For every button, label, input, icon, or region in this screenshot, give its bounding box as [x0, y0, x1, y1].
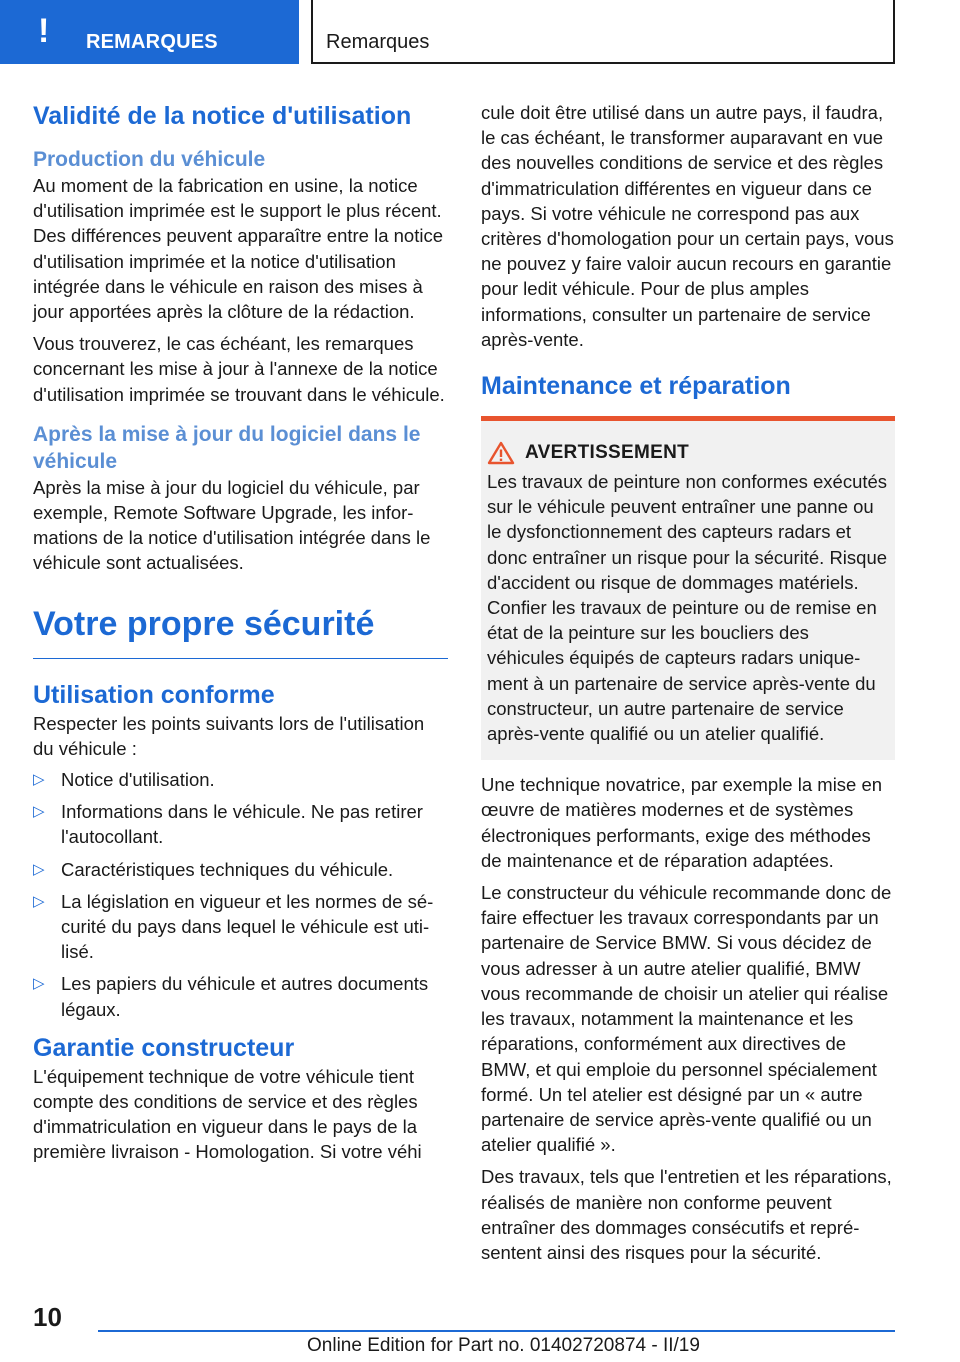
- list-item: ▷ Informations dans le véhicule. Ne pas retirer l'autocollant.: [33, 801, 423, 848]
- header-divider-left: [311, 0, 313, 64]
- page-number: 10: [33, 1302, 62, 1332]
- paragraph-intended-use: Respecter les points suivants lors de l'utilisation du véhicule :: [33, 712, 425, 759]
- triangle-bullet-icon: ▷: [33, 975, 45, 993]
- warning-text: Les travaux de peinture non conformes exécutés sur le véhicule peuvent entraîner une panne ou le dysfonctionnement des capteurs radars et donc entraîner un risque pour la sécurité. Risque d'accident ou risque de dommages matériels. Confier les travaux de peinture ou de remise en état de la peinture sur les boucliers des véhicules équipés de capteurs radars uniquement à un partenaire de service après-vente du constructeur, un autre partenaire de service après-vente qualifié ou un atelier qualifié.: [487, 471, 888, 745]
- list-item: ▷ Caractéristiques techniques du véhicule.: [33, 857, 448, 882]
- warning-triangle-icon: [487, 441, 515, 465]
- triangle-bullet-icon: ▷: [33, 803, 45, 821]
- intended-use-list: [33, 767, 448, 1022]
- paragraph-warranty-continued: cule doit être utilisé dans un autre pays, il faudra, le cas échéant, le transformer auparavant en vue des nouvelles conditions de service et des règles d'immatriculation différentes en vigueur dans ce pays. Si votre véhicule ne correspond pas aux critères d'homologation pour un certain pays, vous ne pouvez y faire valoir aucun recours en garantie pour ledit véhicule. Pour de plus amples informations, consulter un partenaire de service après-vente.: [481, 102, 894, 350]
- subsection-title-software-update: Après la mise à jour du logiciel dans le véhicule: [33, 422, 421, 473]
- triangle-bullet-icon: ▷: [33, 771, 45, 789]
- paragraph-bmw-service: Le constructeur du véhicule recommande donc de faire effectuer les travaux correspondants par un partenaire de Service BMW. Si vous décidez de vous adresser à un autre atelier qualifié, BMW vous recommande de choisir un atelier qui réalise les travaux, notamment la maintenance et les réparations, conformément aux directives de BMW, et qui emploie du personnel spécialement formé. Un tel atelier est désigné par un « autre partenaire de service après-vente qualifié ou un atelier qualifié ».: [481, 882, 892, 1156]
- warning-title: AVERTISSEMENT: [525, 442, 690, 464]
- subsection-title-production: Production du véhicule: [33, 148, 266, 171]
- section-title-maintenance: Maintenance et réparation: [481, 372, 791, 401]
- right-column: [481, 100, 895, 1265]
- triangle-bullet-icon: ▷: [33, 892, 45, 910]
- subsection-title-warranty: Garantie constructeur: [33, 1033, 295, 1062]
- paragraph-warranty: L'équipement technique de votre véhicule tient compte des conditions de service et des règles d'immatriculation en vigueur dans le pays de la première livraison - Homologation. Si votre véhi: [33, 1065, 422, 1163]
- paragraph-improper-work: Des travaux, tels que l'entretien et les réparations, réalisés de manière non conforme peuvent entraîner des dommages consécutifs et représentent ainsi des risques pour la sécurité.: [481, 1166, 892, 1263]
- subsection-title-intended-use: Utilisation conforme: [33, 680, 275, 709]
- paragraph-production: Au moment de la fabrication en usine, la notice d'utilisation imprimée est le support le plus récent. Des différences peuvent apparaître entre la notice d'utilisation imprimée et la notice d'utilisation intégrée dans le véhicule en raison des mises à jour apportées après la clôture de la rédaction.: [33, 175, 443, 323]
- footer-divider: [98, 1330, 895, 1332]
- section-tab: [0, 0, 299, 64]
- header-divider-right: [893, 0, 895, 64]
- footer-edition: Online Edition for Part no. 01402720874 - II/19: [307, 1335, 700, 1356]
- paragraph-innovative-technique: Une technique novatrice, par exemple la mise en œuvre de matières modernes et de systèmes électroniques performants, exige des méthodes de maintenance et de réparation adaptées.: [481, 774, 883, 871]
- left-column: [33, 100, 448, 1165]
- section-tab-label: REMARQUES: [86, 31, 218, 53]
- triangle-bullet-icon: ▷: [33, 860, 45, 878]
- exclamation-icon: !: [38, 12, 50, 50]
- paragraph-software-update: Après la mise à jour du logiciel du véhicule, par exemple, Remote Software Upgrade, les informations de la notice d'utilisation intégrée dans le véhicule sont actualisées.: [33, 476, 431, 574]
- section-title-safety: Votre propre sécurité: [33, 602, 448, 659]
- list-item: ▷ Notice d'utilisation.: [33, 767, 448, 792]
- warning-header: [487, 441, 889, 465]
- paragraph-updates-annex: Vous trouverez, le cas échéant, les remarques concernant les mise à jour à l'annexe de la notice d'utilisation imprimée se trouvant dans le véhicule.: [33, 333, 445, 405]
- list-item: ▷ La législation en vigueur et les normes de sécurité du pays dans lequel le véhicule est utilisé.: [33, 890, 434, 963]
- warning-box: [481, 416, 895, 760]
- page-header-title: Remarques: [326, 31, 430, 53]
- section-title-validity: Validité de la notice d'utilisation: [33, 102, 412, 130]
- list-item: ▷ Les papiers du véhicule et autres documents légaux.: [33, 973, 429, 1020]
- header-underline: [311, 62, 895, 64]
